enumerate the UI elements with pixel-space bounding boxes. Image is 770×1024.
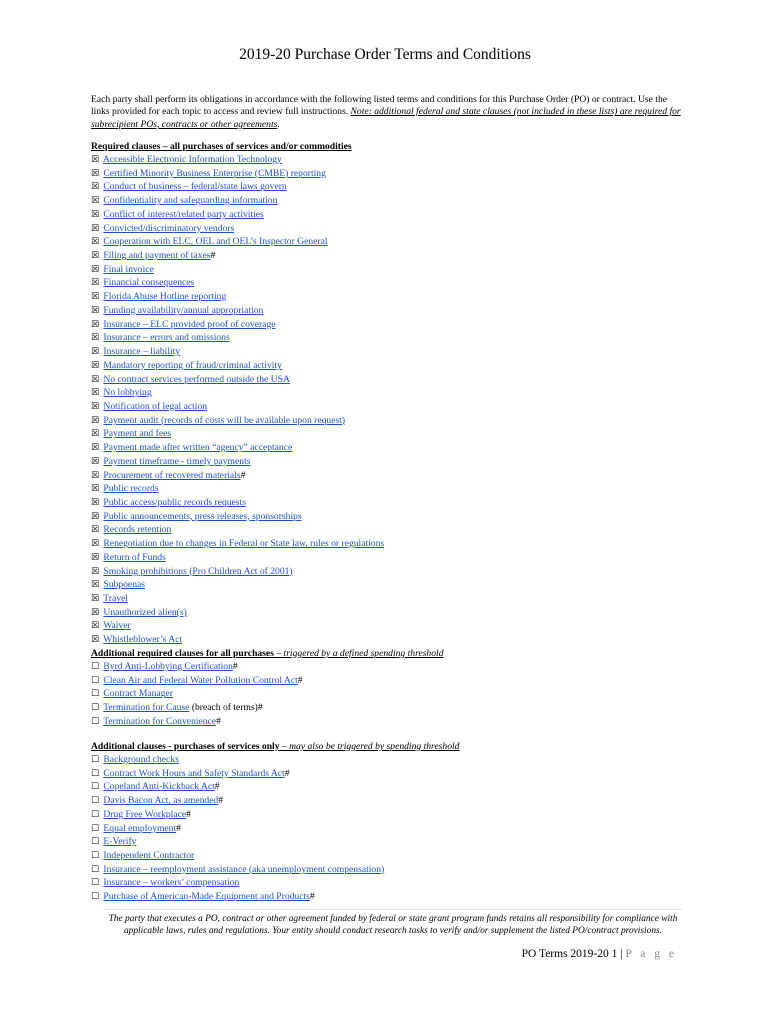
unchecked-box-icon[interactable]: ☐: [91, 675, 100, 686]
checked-box-icon[interactable]: ☒: [91, 155, 100, 165]
checked-box-icon[interactable]: ☒: [91, 237, 100, 248]
clause-suffix: #: [186, 808, 191, 820]
clause-link[interactable]: Confidentiality and safeguarding information: [103, 195, 278, 207]
clause-item: [91, 263, 384, 277]
unchecked-box-icon[interactable]: ☐: [91, 878, 100, 889]
required-clauses-heading: Required clauses – all purchases of services and/or commodities: [91, 141, 352, 152]
clause-item: [91, 469, 384, 483]
additional-services-list: [91, 753, 384, 904]
unchecked-box-icon[interactable]: ☐: [91, 837, 100, 848]
checked-box-icon[interactable]: ☒: [91, 347, 100, 358]
clause-link[interactable]: Equal employment: [103, 822, 177, 834]
unchecked-box-icon[interactable]: ☐: [91, 796, 100, 807]
clause-item: [91, 849, 384, 863]
clause-item: [91, 660, 303, 674]
clause-link[interactable]: Purchase of American-Made Equipment and Products: [103, 891, 310, 903]
clause-link[interactable]: Travel: [103, 593, 128, 604]
clause-link[interactable]: Termination for Cause: [103, 702, 190, 714]
clause-link[interactable]: Termination for Convenience: [103, 715, 217, 727]
checked-box-icon[interactable]: ☒: [91, 580, 100, 591]
clause-link[interactable]: Contract Work Hours and Safety Standards Act: [103, 767, 285, 779]
clause-item: [91, 194, 384, 208]
clause-item: [91, 780, 384, 794]
checked-box-icon[interactable]: ☒: [91, 470, 100, 481]
page-number: [522, 948, 677, 960]
checked-box-icon[interactable]: ☒: [91, 278, 100, 289]
additional-all-heading: [91, 648, 444, 659]
clause-link[interactable]: Background checks: [103, 754, 179, 765]
unchecked-box-icon[interactable]: ☐: [91, 755, 100, 765]
checked-box-icon[interactable]: ☒: [91, 511, 100, 522]
clause-item: [91, 180, 384, 194]
clause-link[interactable]: Insurance – errors and omissions: [103, 332, 230, 344]
clause-link[interactable]: Copeland Anti-Kickback Act: [103, 781, 215, 793]
unchecked-box-icon[interactable]: ☐: [91, 782, 100, 793]
checked-box-icon[interactable]: ☒: [91, 539, 100, 550]
checked-box-icon[interactable]: ☒: [91, 182, 100, 193]
footer-divider: [104, 909, 682, 910]
checked-box-icon[interactable]: ☒: [91, 429, 100, 440]
checked-box-icon[interactable]: ☒: [91, 374, 100, 385]
clause-suffix: #: [240, 469, 246, 481]
clause-link[interactable]: Insurance – ELC provided proof of coverage: [103, 318, 276, 330]
clause-link[interactable]: Convicted/discriminatory vendors: [103, 222, 235, 234]
clause-item: [91, 674, 303, 688]
unchecked-box-icon[interactable]: ☐: [91, 768, 100, 779]
additional-services-heading-text: Additional clauses - purchases of services only: [91, 741, 280, 752]
clause-link[interactable]: Drug Free Workplace: [103, 808, 187, 820]
clause-link[interactable]: Renegotiation due to changes in Federal or State law, rules or regulations: [103, 538, 385, 550]
unchecked-box-icon[interactable]: ☐: [91, 716, 100, 727]
clause-link[interactable]: Conflict of interest/related party activities: [103, 208, 264, 220]
clause-item: [91, 208, 384, 222]
required-clauses-list: [91, 153, 384, 647]
clause-link[interactable]: Smoking prohibitions (Pro Children Act of 2001): [103, 565, 293, 577]
checked-box-icon[interactable]: ☒: [91, 484, 100, 495]
checked-box-icon[interactable]: ☒: [91, 168, 100, 179]
clause-link[interactable]: Filing and payment of taxes: [103, 250, 211, 262]
checked-box-icon[interactable]: ☒: [91, 443, 100, 454]
clause-item: [91, 633, 384, 647]
unchecked-box-icon[interactable]: ☐: [91, 851, 100, 862]
clause-link[interactable]: Payment and fees: [103, 428, 172, 440]
clause-item: [91, 767, 384, 781]
clause-suffix: #: [214, 781, 220, 793]
clause-item: [91, 482, 384, 496]
clause-link[interactable]: Cooperation with ELC, OEL and OEL’s Inspector General: [103, 236, 328, 248]
clause-item: [91, 290, 384, 304]
clause-item: [91, 551, 384, 565]
clause-item: [91, 578, 384, 592]
clause-link[interactable]: E-Verify: [103, 836, 137, 848]
clause-link[interactable]: Records retention: [103, 524, 172, 536]
clause-link[interactable]: Contract Manager: [103, 688, 173, 700]
clause-item: [91, 331, 384, 345]
clause-link[interactable]: Florida Abuse Hotline reporting: [103, 291, 227, 303]
checked-box-icon[interactable]: ☒: [91, 566, 100, 577]
unchecked-box-icon[interactable]: ☐: [91, 662, 100, 672]
clause-item: [91, 794, 384, 808]
clause-link[interactable]: Davis Bacon Act, as amended: [103, 795, 219, 807]
clause-suffix: #: [284, 767, 290, 779]
checked-box-icon[interactable]: ☒: [91, 360, 100, 371]
checked-box-icon[interactable]: ☒: [91, 251, 100, 262]
clause-link[interactable]: Public access/public records requests: [103, 496, 246, 508]
clause-link[interactable]: Insurance – reemployment assistance (aka unemployment compensation): [103, 863, 385, 875]
clause-suffix: #: [218, 795, 224, 807]
clause-item: [91, 304, 384, 318]
intro-paragraph: [91, 94, 682, 131]
clause-link[interactable]: Procurement of recovered materials: [103, 469, 241, 481]
clause-item: [91, 359, 384, 373]
clause-link[interactable]: Financial consequences: [103, 277, 195, 289]
unchecked-box-icon[interactable]: ☐: [91, 689, 100, 700]
clause-item: [91, 715, 303, 729]
checked-box-icon[interactable]: ☒: [91, 401, 100, 412]
clause-item: [91, 876, 384, 890]
clause-link[interactable]: Unauthorized alien(s): [103, 606, 187, 618]
clause-item: [91, 441, 384, 455]
clause-link[interactable]: Whistleblower’s Act: [103, 634, 183, 646]
clause-link[interactable]: Subpoenas: [103, 579, 145, 591]
clause-item: [91, 687, 303, 701]
intro-end: .: [277, 118, 280, 130]
unchecked-box-icon[interactable]: ☐: [91, 892, 100, 903]
clause-item: [91, 345, 384, 359]
clause-link[interactable]: Payment audit (records of costs will be available upon request): [103, 414, 346, 426]
checked-box-icon[interactable]: ☒: [91, 196, 100, 207]
clause-suffix: #: [232, 661, 238, 672]
clause-link[interactable]: Waiver: [103, 620, 131, 632]
clause-link[interactable]: No contract services performed outside the USA: [103, 373, 290, 385]
additional-all-list: [91, 660, 303, 729]
clause-link[interactable]: Insurance – workers’ compensation: [103, 877, 240, 889]
clause-item: [91, 822, 384, 836]
clause-item: [91, 565, 384, 579]
clause-item: [91, 386, 384, 400]
clause-link[interactable]: Payment timeframe - timely payments: [103, 455, 251, 467]
unchecked-box-icon[interactable]: ☐: [91, 703, 100, 714]
checked-box-icon[interactable]: ☒: [91, 635, 100, 646]
clause-item: [91, 455, 384, 469]
clause-suffix: #: [309, 891, 315, 903]
clause-suffix: #: [216, 715, 221, 727]
clause-link[interactable]: Final invoice: [103, 263, 154, 275]
intro-text: Each party shall perform its obligations in accordance with the following listed terms and conditions for this Purchase Order (PO) or contract. Use the links provided for each topic to access and review full instructions.: [91, 94, 668, 118]
checked-box-icon[interactable]: ☒: [91, 621, 100, 632]
clause-item: [91, 222, 384, 236]
clause-item: [91, 863, 384, 877]
unchecked-box-icon[interactable]: ☐: [91, 864, 100, 875]
clause-item: [91, 835, 384, 849]
additional-all-heading-text: Additional required clauses for all purchases: [91, 648, 274, 659]
clause-suffix: #: [297, 674, 303, 686]
clause-item: [91, 373, 384, 387]
clause-item: [91, 890, 384, 904]
clause-link[interactable]: Public announcements, press releases, sponsorships: [103, 510, 302, 522]
clause-item: [91, 249, 384, 263]
checked-box-icon[interactable]: ☒: [91, 497, 100, 508]
clause-link[interactable]: No lobbying: [103, 387, 152, 399]
clause-link[interactable]: Payment made after written “agency” acceptance: [103, 442, 293, 454]
clause-link[interactable]: Public records: [103, 483, 159, 495]
clause-item: [91, 619, 384, 633]
page-title: 2019-20 Purchase Order Terms and Conditions: [239, 46, 531, 63]
clause-item: [91, 592, 384, 606]
clause-item: [91, 606, 384, 620]
clause-item: [91, 808, 384, 822]
clause-item: [91, 496, 384, 510]
checked-box-icon[interactable]: ☒: [91, 415, 100, 426]
checked-box-icon[interactable]: ☒: [91, 319, 100, 330]
checked-box-icon[interactable]: ☒: [91, 223, 100, 234]
checked-box-icon[interactable]: ☒: [91, 552, 100, 563]
clause-item: [91, 153, 384, 167]
clause-item: [91, 701, 303, 715]
clause-link[interactable]: Funding availability/annual appropriation: [103, 304, 264, 316]
clause-suffix: (breach of terms)#: [189, 702, 263, 714]
checked-box-icon[interactable]: ☒: [91, 525, 100, 536]
additional-services-heading-tail: – may also be triggered by spending threshold: [279, 741, 460, 752]
clause-link[interactable]: Insurance – liability: [103, 346, 181, 358]
clause-item: [91, 400, 384, 414]
unchecked-box-icon[interactable]: ☐: [91, 823, 100, 834]
checked-box-icon[interactable]: ☒: [91, 333, 100, 344]
checked-box-icon[interactable]: ☒: [91, 594, 100, 604]
clause-link[interactable]: Byrd Anti-Lobbying Certification: [103, 661, 233, 672]
checked-box-icon[interactable]: ☒: [91, 607, 100, 618]
unchecked-box-icon[interactable]: ☐: [91, 809, 100, 820]
clause-item: [91, 167, 384, 181]
page-word: P a g e: [625, 948, 677, 960]
checked-box-icon[interactable]: ☒: [91, 292, 100, 303]
page-number-text: PO Terms 2019-20 1 |: [521, 948, 626, 960]
clause-item: [91, 414, 384, 428]
checked-box-icon[interactable]: ☒: [91, 305, 100, 316]
clause-link[interactable]: Clean Air and Federal Water Pollution Control Act: [103, 674, 298, 686]
clause-item: [91, 523, 384, 537]
clause-link[interactable]: Return of Funds: [103, 551, 166, 563]
intro-note: Note: additional federal and state clauses (not included in these lists) are required for subrecipient POs, contracts or other agreements: [91, 106, 681, 130]
clause-link[interactable]: Accessible Electronic Information Technology: [102, 154, 282, 165]
clause-item: [91, 318, 384, 332]
clause-item: [91, 235, 384, 249]
clause-item: [91, 537, 384, 551]
additional-services-heading: [91, 741, 459, 752]
checked-box-icon[interactable]: ☒: [91, 456, 100, 467]
checked-box-icon[interactable]: ☒: [91, 209, 100, 220]
clause-item: [91, 276, 384, 290]
clause-link[interactable]: Certified Minority Business Enterprise (CMBE) reporting: [103, 167, 326, 179]
clause-link[interactable]: Conduct of business – federal/state laws govern: [103, 181, 287, 193]
clause-link[interactable]: Notification of legal action: [103, 400, 208, 412]
clause-link[interactable]: Independent Contractor: [103, 850, 195, 862]
clause-item: [91, 753, 384, 767]
clause-link[interactable]: Mandatory reporting of fraud/criminal activity: [103, 359, 282, 371]
footer-note: The party that executes a PO, contract or other agreement funded by federal or state grant program funds retains all responsibility for compliance with applicable laws, rules and regulations. Your entity should conduct research tasks to verify and/or supplement the listed PO/contract provisions.: [108, 914, 678, 937]
checked-box-icon[interactable]: ☒: [91, 388, 100, 399]
clause-suffix: #: [210, 250, 216, 262]
clause-item: [91, 427, 384, 441]
clause-suffix: #: [176, 822, 181, 834]
additional-all-heading-tail: – triggered by a defined spending threshold: [273, 648, 444, 659]
clause-item: [91, 510, 384, 524]
checked-box-icon[interactable]: ☒: [91, 264, 100, 275]
